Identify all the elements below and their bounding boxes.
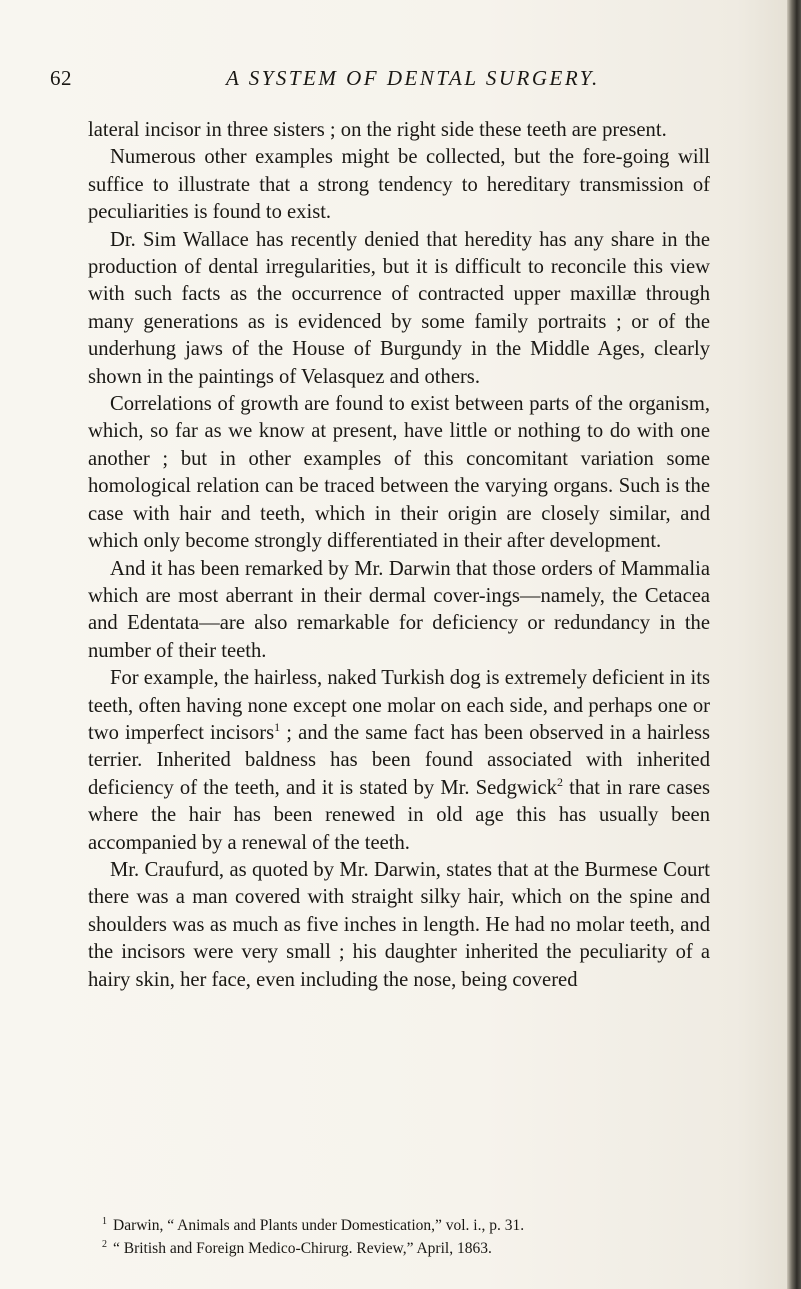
page-edge-shadow — [787, 0, 801, 1289]
paragraph-text: ; and the same fact has been observed in a hairless terrier. Inherited baldness has been found associated with inherited deficiency of the teeth, and it is stated by Mr. Sedgwick — [88, 721, 711, 799]
body-text — [88, 117, 710, 994]
paragraph-text: For example, the hairless, naked Turkish dog is extremely deficient in its teeth, often having none except one molar on each side, and perhaps one or two imperfect incisors — [88, 667, 710, 744]
footnote-marker: 2 — [102, 1239, 107, 1251]
paragraph: Numerous other examples might be collected, but the fore-going will suffice to illustrate that a strong tendency to hereditary transmission of peculiarities is found to exist. — [88, 146, 710, 224]
page-header — [50, 66, 710, 92]
paragraph: Mr. Craufurd, as quoted by Mr. Darwin, states that at the Burmese Court there was a man covered with straight silky hair, which on the spine and shoulders was as much as five inches in length. He had no molar teeth, and the incisors were very small ; his daughter inherited the peculiarity of a hairy skin, her face, even including the nose, being covered — [88, 858, 710, 991]
running-head: A SYSTEM OF DENTAL SURGERY. — [226, 66, 600, 90]
footnote-text: Darwin, “ Animals and Plants under Domestication,” vol. i., p. 31. — [113, 1217, 525, 1235]
footnote — [102, 1212, 712, 1235]
footnote-reference: 2 — [556, 774, 563, 789]
paragraph: And it has been remarked by Mr. Darwin that those orders of Mammalia which are most aberrant in their dermal cover-ings—namely, the Cetacea and Edentata—are also remarkable for deficiency or redundancy in the number of their teeth. — [88, 557, 710, 662]
page-number: 62 — [50, 66, 72, 90]
footnote-reference: 1 — [274, 720, 281, 735]
paragraph-with-references — [88, 665, 710, 857]
footnote — [102, 1235, 712, 1258]
paragraph: Correlations of growth are found to exist between parts of the organism, which, so far as we know at present, have little or nothing to do with one another ; but in other examples of this concomitant variation some homological relation can be traced between the varying organs. Such is the case with hair and teeth, which in their origin are closely similar, and which only become strongly differentiated in their after development. — [88, 393, 710, 553]
footnote-text: “ British and Foreign Medico-Chirurg. Review,” April, 1863. — [113, 1240, 492, 1258]
paragraph: Dr. Sim Wallace has recently denied that heredity has any share in the production of dental irregularities, but it is difficult to reconcile this view with such facts as the occurrence of contracted upper maxillæ through many generations as is evidenced by some family portraits ; or of the underhung jaws of the House of Burgundy in the Middle Ages, clearly shown in the paintings of Velasquez and others. — [88, 228, 710, 388]
footnotes — [102, 1212, 712, 1258]
paragraph-text: that in rare cases where the hair has been renewed in old age this has usually been accompanied by a renewal of the teeth. — [88, 776, 710, 854]
footnote-marker: 1 — [102, 1216, 107, 1227]
paragraph: lateral incisor in three sisters ; on the right side these teeth are present. — [88, 119, 667, 141]
